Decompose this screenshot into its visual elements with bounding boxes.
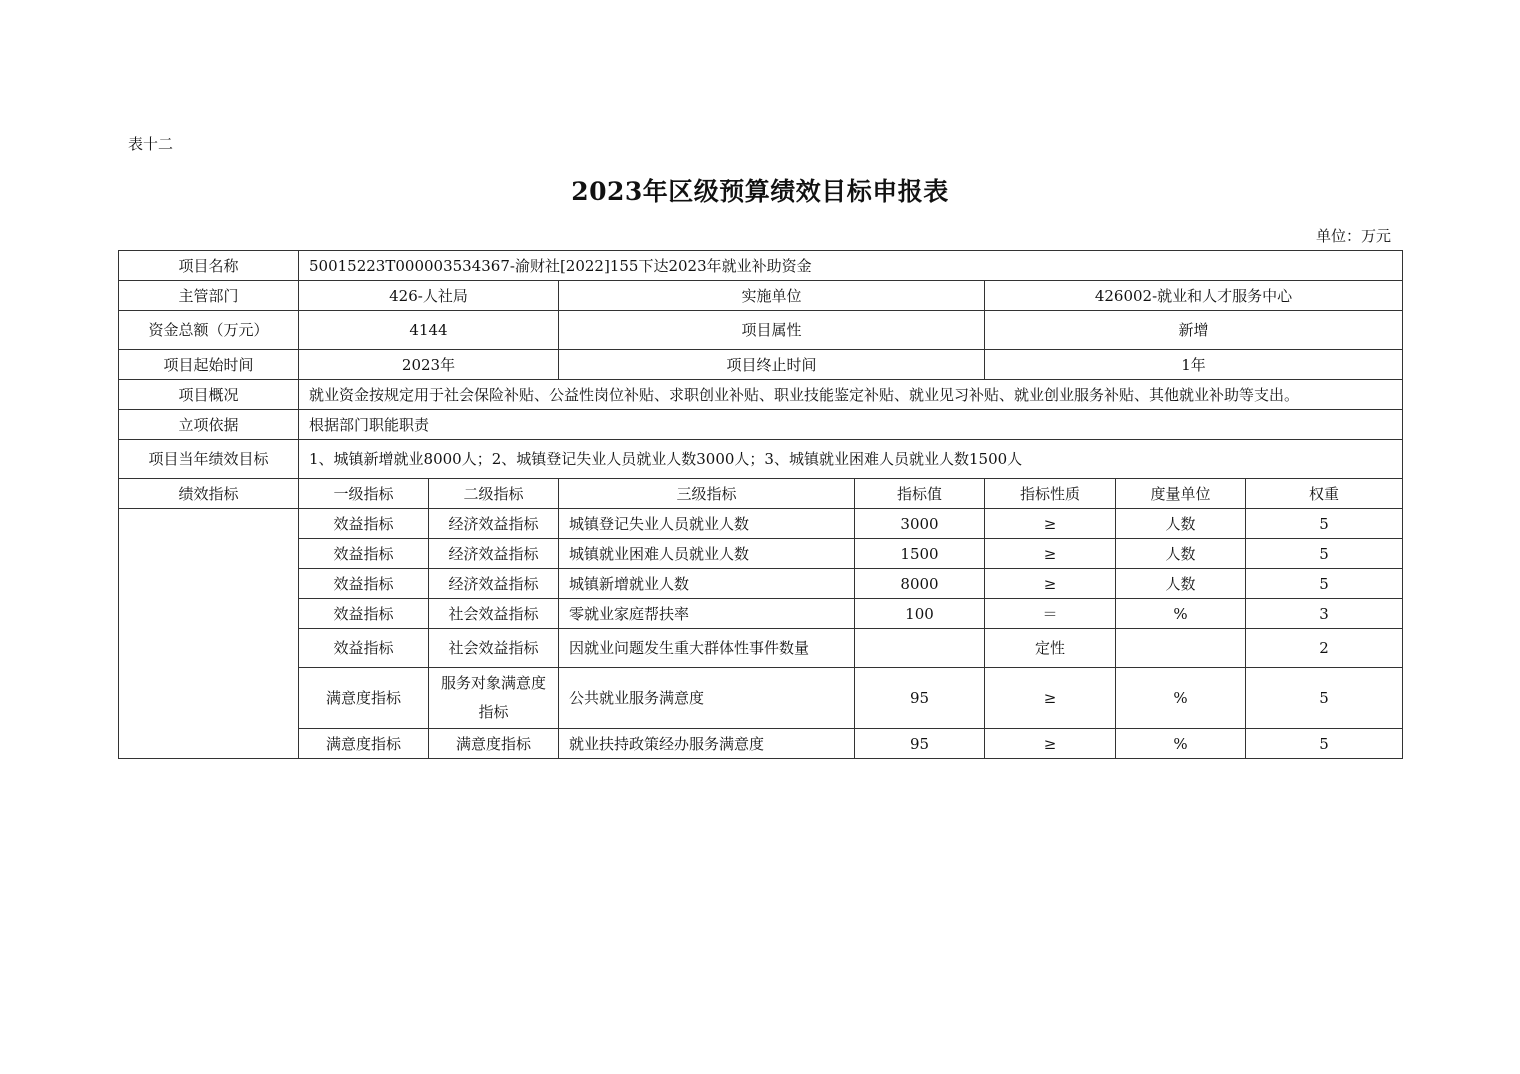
cell-level3: 因就业问题发生重大群体性事件数量 [559, 629, 855, 668]
cell-level3: 城镇就业困难人员就业人数 [559, 539, 855, 569]
cell-level2: 社会效益指标 [429, 599, 559, 629]
cell-level1: 满意度指标 [299, 729, 429, 759]
cell-nature: ≥ [985, 539, 1116, 569]
cell-level1: 效益指标 [299, 629, 429, 668]
cell-nature: 定性 [985, 629, 1116, 668]
cell-unit: 人数 [1116, 569, 1246, 599]
dept-label: 主管部门 [119, 281, 299, 311]
table-row [119, 599, 1403, 629]
goal-label: 项目当年绩效目标 [119, 440, 299, 479]
cell-unit: % [1116, 729, 1246, 759]
cell-nature: ≥ [985, 729, 1116, 759]
row-goal [119, 440, 1403, 479]
table-row [119, 729, 1403, 759]
cell-value: 100 [855, 599, 985, 629]
row-project-name [119, 251, 1403, 281]
total-funds-value: 4144 [299, 311, 559, 350]
overview-value: 就业资金按规定用于社会保险补贴、公益性岗位补贴、求职创业补贴、职业技能鉴定补贴、就业见习补贴、就业创业服务补贴、其他就业补助等支出。 [299, 380, 1403, 410]
table-row [119, 629, 1403, 668]
cell-level3: 城镇新增就业人数 [559, 569, 855, 599]
cell-unit: % [1116, 599, 1246, 629]
impl-unit-label: 实施单位 [559, 281, 985, 311]
end-value: 1年 [985, 350, 1403, 380]
cell-level1: 效益指标 [299, 599, 429, 629]
cell-nature: ＝ [985, 599, 1116, 629]
cell-level2: 经济效益指标 [429, 569, 559, 599]
dept-value: 426-人社局 [299, 281, 559, 311]
start-label: 项目起始时间 [119, 350, 299, 380]
indicators-label: 绩效指标 [119, 479, 299, 509]
attr-label: 项目属性 [559, 311, 985, 350]
cell-weight: 5 [1246, 729, 1403, 759]
goal-value: 1、城镇新增就业8000人；2、城镇登记失业人员就业人数3000人；3、城镇就业困难人员就业人数1500人 [299, 440, 1403, 479]
overview-label: 项目概况 [119, 380, 299, 410]
basis-label: 立项依据 [119, 410, 299, 440]
cell-nature: ≥ [985, 509, 1116, 539]
cell-level3: 就业扶持政策经办服务满意度 [559, 729, 855, 759]
cell-value: 95 [855, 668, 985, 729]
cell-nature: ≥ [985, 668, 1116, 729]
cell-value: 95 [855, 729, 985, 759]
cell-level2: 满意度指标 [429, 729, 559, 759]
row-time [119, 350, 1403, 380]
cell-value: 8000 [855, 569, 985, 599]
table-number: 表十二 [128, 135, 174, 153]
cell-level1: 效益指标 [299, 539, 429, 569]
cell-level3: 零就业家庭帮扶率 [559, 599, 855, 629]
end-label: 项目终止时间 [559, 350, 985, 380]
project-name-value: 50015223T000003534367-渝财社[2022]155下达2023年就业补助资金 [299, 251, 1403, 281]
header-value: 指标值 [855, 479, 985, 509]
indicators-blank-cell [119, 509, 299, 759]
cell-weight: 2 [1246, 629, 1403, 668]
header-level2: 二级指标 [429, 479, 559, 509]
budget-table [118, 250, 1403, 759]
cell-unit: 人数 [1116, 539, 1246, 569]
cell-level2: 经济效益指标 [429, 509, 559, 539]
cell-weight: 5 [1246, 569, 1403, 599]
cell-value: 1500 [855, 539, 985, 569]
cell-unit: % [1116, 668, 1246, 729]
cell-nature: ≥ [985, 569, 1116, 599]
header-level3: 三级指标 [559, 479, 855, 509]
header-nature: 指标性质 [985, 479, 1116, 509]
header-weight: 权重 [1246, 479, 1403, 509]
table-row [119, 509, 1403, 539]
project-name-label: 项目名称 [119, 251, 299, 281]
cell-value [855, 629, 985, 668]
cell-unit [1116, 629, 1246, 668]
cell-level2: 服务对象满意度指标 [429, 668, 559, 729]
cell-weight: 5 [1246, 539, 1403, 569]
row-basis [119, 410, 1403, 440]
row-total-funds [119, 311, 1403, 350]
cell-level3: 城镇登记失业人员就业人数 [559, 509, 855, 539]
cell-weight: 5 [1246, 668, 1403, 729]
header-level1: 一级指标 [299, 479, 429, 509]
total-funds-label: 资金总额（万元） [119, 311, 299, 350]
cell-level2: 经济效益指标 [429, 539, 559, 569]
row-department [119, 281, 1403, 311]
start-value: 2023年 [299, 350, 559, 380]
indicator-header-row [119, 479, 1403, 509]
impl-unit-value: 426002-就业和人才服务中心 [985, 281, 1403, 311]
table-row [119, 539, 1403, 569]
basis-value: 根据部门职能职责 [299, 410, 1403, 440]
cell-unit: 人数 [1116, 509, 1246, 539]
unit-label: 单位：万元 [1315, 227, 1391, 245]
row-overview [119, 380, 1403, 410]
cell-weight: 5 [1246, 509, 1403, 539]
table-row [119, 668, 1403, 729]
page-title: 2023年区级预算绩效目标申报表 [571, 177, 949, 206]
cell-level2: 社会效益指标 [429, 629, 559, 668]
cell-level1: 满意度指标 [299, 668, 429, 729]
cell-level1: 效益指标 [299, 569, 429, 599]
cell-value: 3000 [855, 509, 985, 539]
table-row [119, 569, 1403, 599]
cell-level1: 效益指标 [299, 509, 429, 539]
attr-value: 新增 [985, 311, 1403, 350]
cell-weight: 3 [1246, 599, 1403, 629]
header-unit: 度量单位 [1116, 479, 1246, 509]
cell-level3: 公共就业服务满意度 [559, 668, 855, 729]
